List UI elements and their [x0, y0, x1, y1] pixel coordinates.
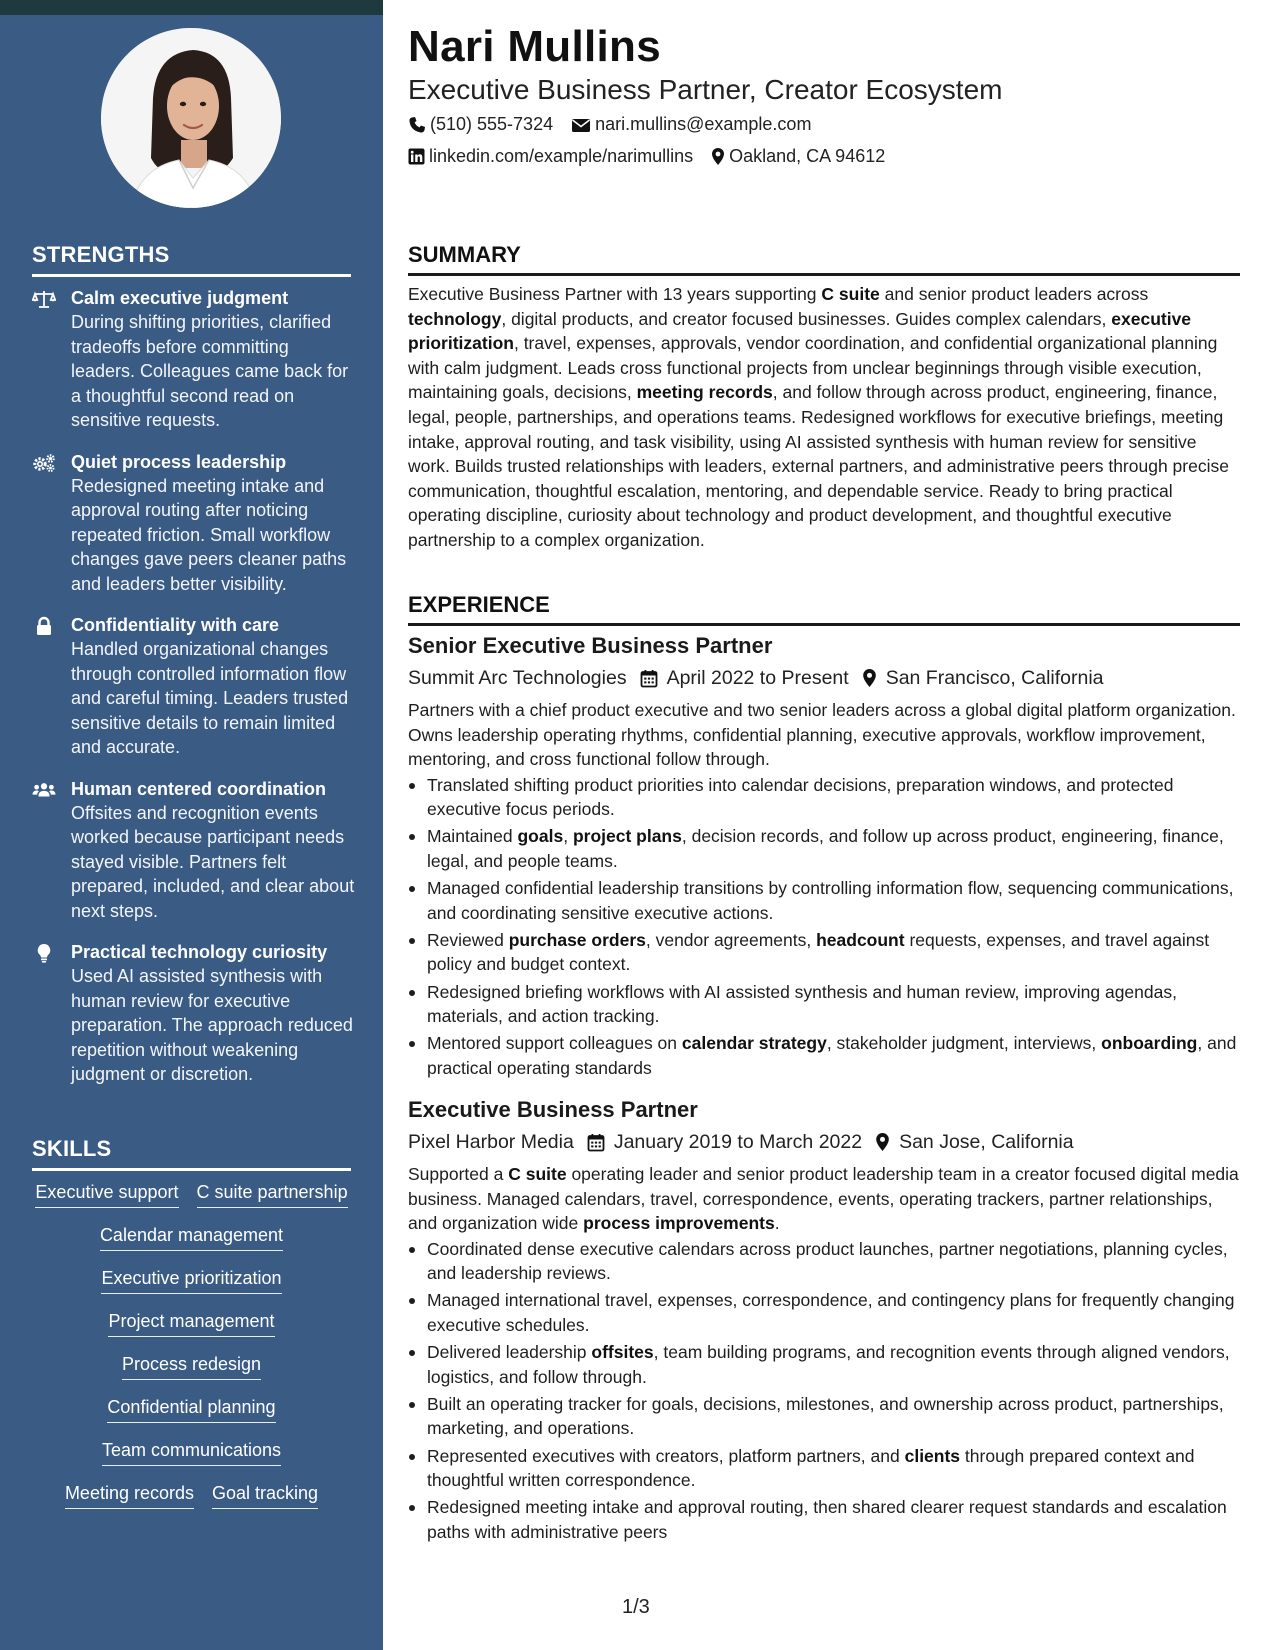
bold-keyword: technology — [408, 308, 502, 329]
strength-description: Redesigned meeting intake and approval routing after noticing repeated friction. Small workflow changes gave peers cleaner paths and leaders better visibility. — [71, 475, 347, 594]
bullet-item: Managed confidential leadership transitions by controlling information flow, sequencing communications, and coordinating sensitive executive actions. — [408, 876, 1240, 925]
contact-email[interactable] — [571, 114, 811, 135]
bold-keyword: goals — [517, 826, 564, 847]
job-bullets — [408, 1237, 1240, 1545]
strength-item — [32, 286, 357, 433]
job-dates-text: January 2019 to March 2022 — [613, 1131, 863, 1153]
linkedin-icon — [408, 148, 425, 165]
bullet-item: Coordinated dense executive calendars across product launches, partner negotiations, planning cycles, and leadership reviews. — [408, 1237, 1240, 1286]
candidate-name: Nari Mullins — [408, 22, 661, 71]
skill-tag: C suite partnership — [197, 1180, 348, 1208]
gears-icon — [32, 453, 56, 473]
job-dates-text: April 2022 to Present — [666, 667, 849, 689]
people-group-icon — [32, 780, 56, 800]
bold-keyword: headcount — [816, 929, 905, 950]
job-location — [862, 665, 1104, 691]
strength-item — [32, 450, 357, 597]
bullet-item: Redesigned briefing workflows with AI assisted synthesis and human review, improving agendas, materials, and action tracking. — [408, 980, 1240, 1029]
phone-icon — [408, 116, 426, 134]
job-location — [875, 1129, 1074, 1155]
phone-text: (510) 555-7324 — [430, 114, 554, 134]
bullet-item: Managed international travel, expenses, correspondence, and contingency plans for frequently changing executive schedules. — [408, 1288, 1240, 1337]
calendar-icon — [640, 669, 658, 688]
strength-item — [32, 940, 357, 1087]
job-location-text: San Jose, California — [899, 1131, 1074, 1153]
skill-tag: Executive support — [35, 1180, 178, 1208]
skill-tag: Confidential planning — [107, 1395, 275, 1423]
candidate-role: Executive Business Partner, Creator Ecosystem — [408, 74, 1003, 105]
bullet-item: Translated shifting product priorities into calendar decisions, preparation windows, and protected executive focus periods. — [408, 773, 1240, 822]
strength-item — [32, 777, 357, 924]
strength-title: Practical technology curiosity — [71, 942, 328, 962]
bold-keyword: project plans — [572, 826, 682, 847]
skill-tag: Meeting records — [65, 1481, 194, 1509]
lock-icon — [32, 616, 56, 636]
job-description: Partners with a chief product executive and two senior leaders across a global digital platform organization. Owns leadership operating rhythms, confidential planning, executive approvals, workflow improvement, mentoring, and cross functional follow through. — [408, 700, 1236, 770]
job-meta — [408, 665, 1240, 691]
skills-heading: SKILLS — [32, 1136, 351, 1171]
strength-description: Offsites and recognition events worked because participant needs stayed visible. Partners felt prepared, included, and clear about next steps. — [71, 802, 355, 921]
strength-title: Confidentiality with care — [71, 615, 280, 635]
page-number: 1/3 — [622, 1596, 650, 1618]
sidebar-top-bar — [0, 0, 383, 15]
lightbulb-icon — [32, 943, 56, 963]
bullet-item: Maintained goals, project plans, decision records, and follow up across product, engineering, finance, legal, and people teams. — [408, 824, 1240, 873]
skill-tag: Goal tracking — [212, 1481, 318, 1509]
skill-tag: Executive prioritization — [101, 1266, 281, 1294]
summary-heading: SUMMARY — [408, 242, 1240, 276]
strength-item — [32, 613, 357, 760]
job-title: Executive Business Partner — [408, 1097, 698, 1122]
job-entry — [408, 632, 1240, 1083]
strength-description: Used AI assisted synthesis with human review for executive preparation. The approach reduced repetition without weakening judgment or discretion. — [71, 966, 353, 1084]
linkedin-text: linkedin.com/example/narimullins — [429, 146, 694, 166]
job-description: Supported a C suite operating leader and senior product leadership team in a creator focused digital media business. Managed calendars, travel, correspondence, events, operating trackers, partner relationships, and organization wide process improvements. — [408, 1164, 1239, 1234]
contact-phone[interactable] — [408, 114, 553, 135]
strength-title: Quiet process leadership — [71, 451, 287, 472]
skills-list — [32, 1180, 351, 1509]
contact-row — [408, 146, 903, 167]
job-bullets — [408, 773, 1240, 1081]
map-pin-icon — [711, 147, 725, 166]
summary-text: Executive Business Partner with 13 years supporting C suite and senior product leaders across technology, digital products, and creator focused businesses. Guides complex calendars, executive prioritization, travel, expenses, approvals, vendor coordination, and confidential organizational planning with calm judgment. Leads cross functional projects from unclear beginnings through visible execution, maintaining goals, decisions, meeting records, and follow through across product, engineering, finance, legal, people, partnerships, and operations teams. Redesigned workflows for executive briefings, meeting intake, approval routing, and task visibility, using AI assisted synthesis with human review for sensitive work. Builds trusted relationships with leaders, external partners, and administrative peers through precise communication, thoughtful escalation, mentoring, and dependable service. Ready to bring practical operating discipline, curiosity about technology and product development, and thoughtful executive partnership to a complex organization. — [408, 284, 1229, 550]
job-dates — [640, 665, 849, 691]
bullet-item: Represented executives with creators, platform partners, and clients through prepared context and thoughtful written correspondence. — [408, 1444, 1240, 1493]
bold-keyword: C suite — [821, 284, 880, 304]
contact-row — [408, 114, 829, 135]
balance-scale-icon — [32, 289, 56, 309]
bold-keyword: meeting records — [636, 382, 773, 403]
contact-location — [711, 146, 885, 167]
strengths-list — [32, 286, 357, 1104]
bold-keyword: process improvements — [583, 1213, 775, 1234]
skill-tag: Process redesign — [122, 1352, 261, 1380]
calendar-icon — [587, 1133, 605, 1152]
skill-tag: Calendar management — [100, 1223, 283, 1251]
bold-keyword: onboarding — [1101, 1033, 1198, 1054]
bold-keyword: purchase orders — [508, 929, 646, 950]
bold-keyword: calendar strategy — [681, 1033, 827, 1054]
job-company: Pixel Harbor Media — [408, 1131, 574, 1153]
bullet-item: Mentored support colleagues on calendar strategy, stakeholder judgment, interviews, onboarding, and practical operating standards — [408, 1031, 1240, 1080]
strength-description: During shifting priorities, clarified tradeoffs before committing leaders. Colleagues came back for a thoughtful second read on sensitive requests. — [71, 312, 349, 430]
bold-keyword: clients — [904, 1445, 961, 1466]
bullet-item: Reviewed purchase orders, vendor agreements, headcount requests, expenses, and travel against policy and budget context. — [408, 928, 1240, 977]
strengths-heading: STRENGTHS — [32, 242, 351, 277]
email-text: nari.mullins@example.com — [595, 114, 812, 134]
map-pin-icon — [862, 668, 877, 688]
bold-keyword: C suite — [508, 1164, 567, 1184]
job-dates — [587, 1129, 862, 1155]
bold-keyword: offsites — [591, 1342, 654, 1363]
job-entry — [408, 1096, 1240, 1547]
bullet-item: Delivered leadership offsites, team building programs, and recognition events through aligned vendors, logistics, and follow through. — [408, 1340, 1240, 1389]
skill-tag: Team communications — [102, 1438, 281, 1466]
skill-tag: Project management — [108, 1309, 274, 1337]
sidebar — [0, 0, 383, 1650]
envelope-icon — [571, 117, 591, 133]
job-meta — [408, 1129, 1240, 1155]
map-pin-icon — [875, 1132, 890, 1152]
job-location-text: San Francisco, California — [885, 667, 1104, 689]
contact-linkedin[interactable] — [408, 146, 693, 167]
strength-description: Handled organizational changes through controlled information flow and careful timing. Leaders trusted sensitive details to remain limited and accurate. — [71, 639, 349, 757]
location-text: Oakland, CA 94612 — [729, 146, 886, 166]
strength-title: Human centered coordination — [71, 778, 327, 799]
bullet-item: Redesigned meeting intake and approval routing, then shared clearer request standards and escalation paths with administrative peers — [408, 1495, 1240, 1544]
job-company: Summit Arc Technologies — [408, 667, 627, 689]
bold-keyword: executive prioritization — [408, 308, 1192, 354]
strength-title: Calm executive judgment — [71, 288, 289, 308]
bullet-item: Built an operating tracker for goals, decisions, milestones, and ownership across product, partnerships, marketing, and operations. — [408, 1392, 1240, 1441]
experience-heading: EXPERIENCE — [408, 592, 1240, 626]
avatar — [101, 28, 281, 208]
job-title: Senior Executive Business Partner — [408, 633, 773, 658]
